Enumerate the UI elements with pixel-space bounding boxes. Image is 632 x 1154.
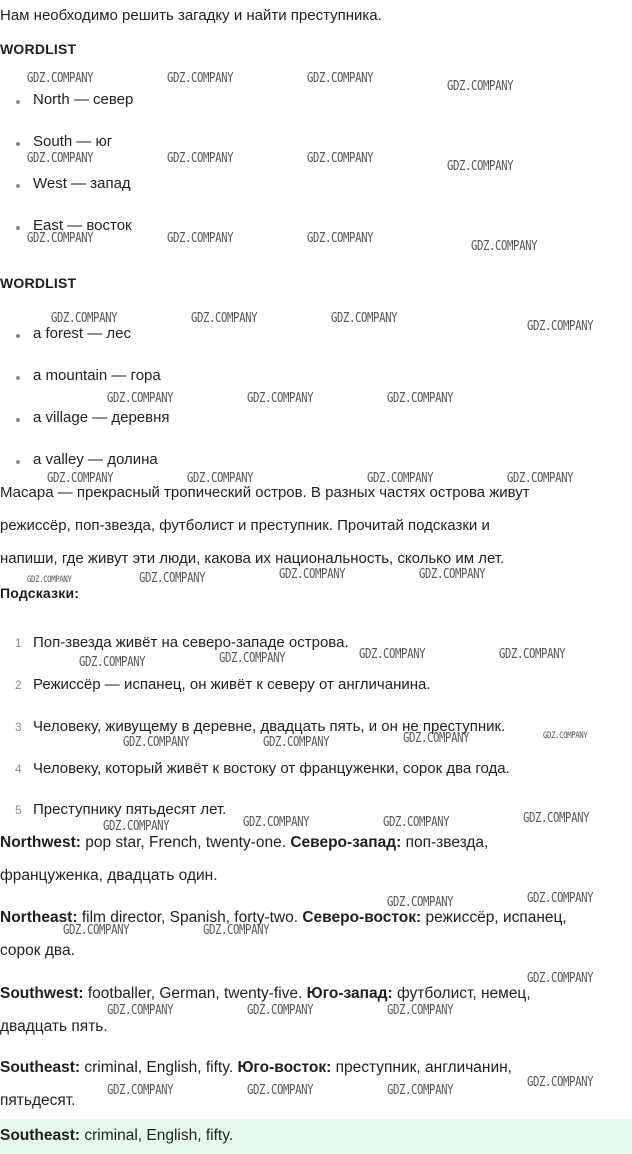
bullet-icon	[16, 460, 20, 464]
watermark: GDZ.COMPANY	[51, 311, 118, 326]
list-item: a forest — лес	[33, 325, 131, 342]
answer-text: criminal, English, fifty.	[80, 1059, 238, 1076]
answer-label-ru: Северо-запад:	[290, 834, 402, 851]
watermark: GDZ.COMPANY	[247, 1083, 314, 1098]
answer-text-ru: пятьдесят.	[0, 1092, 76, 1109]
watermark: GDZ.COMPANY	[307, 71, 374, 86]
list-number: 1	[15, 636, 22, 650]
answer-label: Southeast:	[0, 1059, 81, 1076]
hints-title: Подсказки:	[0, 585, 80, 601]
list-item: Поп-звезда живёт на северо-западе острова.	[33, 634, 349, 651]
watermark: GDZ.COMPANY	[367, 471, 434, 486]
answer-label: Southwest:	[0, 985, 84, 1002]
final-answer-label: Southeast:	[0, 1127, 81, 1144]
watermark: GDZ.COMPANY	[139, 571, 206, 586]
answer-label-ru: Северо-восток:	[302, 909, 422, 926]
list-number: 2	[15, 678, 22, 692]
watermark: GDZ.COMPANY	[419, 567, 486, 582]
watermark: GDZ.COMPANY	[499, 647, 566, 662]
watermark: GDZ.COMPANY	[523, 811, 590, 826]
list-item: East — восток	[33, 217, 132, 234]
watermark: GDZ.COMPANY	[191, 311, 258, 326]
answer-label: Northwest:	[0, 834, 81, 851]
bullet-icon	[16, 376, 20, 380]
watermark: GDZ.COMPANY	[331, 311, 398, 326]
bullet-icon	[16, 334, 20, 338]
watermark: GDZ.COMPANY	[447, 159, 514, 174]
task-line: режиссёр, поп-звезда, футболист и преступник. Прочитай подсказки и	[0, 517, 490, 534]
answer-text-ru: француженка, двадцать один.	[0, 867, 218, 884]
watermark: GDZ.COMPANY	[27, 151, 94, 166]
watermark: GDZ.COMPANY	[63, 923, 130, 938]
watermark: GDZ.COMPANY	[383, 815, 450, 830]
list-number: 3	[15, 720, 22, 734]
watermark: GDZ.COMPANY	[527, 1075, 594, 1090]
watermark: GDZ.COMPANY	[47, 471, 114, 486]
watermark: GDZ.COMPANY	[543, 731, 588, 741]
answer-label-ru: Юго-восток:	[237, 1059, 332, 1076]
watermark: GDZ.COMPANY	[527, 891, 594, 906]
watermark: GDZ.COMPANY	[103, 819, 170, 834]
final-answer	[0, 1127, 233, 1145]
answer-label: Northeast:	[0, 909, 78, 926]
answer-text: pop star, French, twenty-one.	[80, 834, 291, 851]
watermark: GDZ.COMPANY	[167, 151, 234, 166]
list-item: West — запад	[33, 175, 131, 192]
watermark: GDZ.COMPANY	[507, 471, 574, 486]
watermark: GDZ.COMPANY	[167, 231, 234, 246]
final-answer-text: criminal, English, fifty.	[80, 1127, 234, 1144]
watermark: GDZ.COMPANY	[279, 567, 346, 582]
list-item: Человеку, живущему в деревне, двадцать пять, и он не преступник.	[33, 718, 506, 735]
watermark: GDZ.COMPANY	[107, 1083, 174, 1098]
bullet-icon	[16, 418, 20, 422]
watermark: GDZ.COMPANY	[219, 651, 286, 666]
answer-text-ru: поп-звезда,	[401, 834, 489, 851]
list-number: 5	[15, 803, 22, 817]
list-item: Человеку, который живёт к востоку от француженки, сорок два года.	[33, 760, 510, 777]
wordlist-title: WORDLIST	[0, 41, 77, 57]
wordlist-title: WORDLIST	[0, 275, 77, 291]
answer-text-ru: футболист, немец,	[392, 985, 531, 1002]
list-item: a valley — долина	[33, 451, 158, 468]
answer-text-ru: преступник, англичанин,	[331, 1059, 512, 1076]
watermark: GDZ.COMPANY	[107, 1003, 174, 1018]
watermark: GDZ.COMPANY	[387, 895, 454, 910]
watermark: GDZ.COMPANY	[27, 231, 94, 246]
list-item: South — юг	[33, 133, 113, 150]
watermark: GDZ.COMPANY	[387, 391, 454, 406]
watermark: GDZ.COMPANY	[359, 647, 426, 662]
answer-northwest	[0, 826, 626, 892]
watermark: GDZ.COMPANY	[243, 815, 310, 830]
watermark: GDZ.COMPANY	[187, 471, 254, 486]
watermark: GDZ.COMPANY	[123, 735, 190, 750]
bullet-icon	[16, 184, 20, 188]
intro-text: Нам необходимо решить загадку и найти преступника.	[0, 7, 382, 24]
watermark: GDZ.COMPANY	[203, 923, 270, 938]
list-item: North — север	[33, 91, 134, 108]
list-item: Преступнику пятьдесят лет.	[33, 801, 227, 818]
watermark: GDZ.COMPANY	[307, 231, 374, 246]
watermark: GDZ.COMPANY	[167, 71, 234, 86]
answer-text-ru: двадцать пять.	[0, 1018, 108, 1035]
watermark: GDZ.COMPANY	[107, 391, 174, 406]
watermark: GDZ.COMPANY	[307, 151, 374, 166]
watermark: GDZ.COMPANY	[27, 575, 72, 585]
watermark: GDZ.COMPANY	[263, 735, 330, 750]
bullet-icon	[16, 100, 20, 104]
answer-text-ru: режиссёр, испанец,	[421, 909, 567, 926]
answer-text: film director, Spanish, forty-two.	[77, 909, 303, 926]
task-line: Масара — прекрасный тропический остров. В разных частях острова живут	[0, 484, 530, 501]
watermark: GDZ.COMPANY	[247, 391, 314, 406]
watermark: GDZ.COMPANY	[527, 971, 594, 986]
watermark: GDZ.COMPANY	[247, 1003, 314, 1018]
answer-text-ru: сорок два.	[0, 942, 75, 959]
bullet-icon	[16, 142, 20, 146]
answer-text: footballer, German, twenty-five.	[83, 985, 307, 1002]
watermark: GDZ.COMPANY	[387, 1003, 454, 1018]
list-item: Режиссёр — испанец, он живёт к северу от англичанина.	[33, 676, 431, 693]
answer-label-ru: Юго-запад:	[306, 985, 393, 1002]
watermark: GDZ.COMPANY	[403, 731, 470, 746]
watermark: GDZ.COMPANY	[79, 655, 146, 670]
task-line: напиши, где живут эти люди, какова их национальность, сколько им лет.	[0, 550, 505, 567]
watermark: GDZ.COMPANY	[527, 319, 594, 334]
watermark: GDZ.COMPANY	[447, 79, 514, 94]
list-item: a village — деревня	[33, 409, 170, 426]
watermark: GDZ.COMPANY	[27, 71, 94, 86]
bullet-icon	[16, 226, 20, 230]
list-item: a mountain — гора	[33, 367, 161, 384]
watermark: GDZ.COMPANY	[471, 239, 538, 254]
watermark: GDZ.COMPANY	[387, 1083, 454, 1098]
list-number: 4	[15, 762, 22, 776]
